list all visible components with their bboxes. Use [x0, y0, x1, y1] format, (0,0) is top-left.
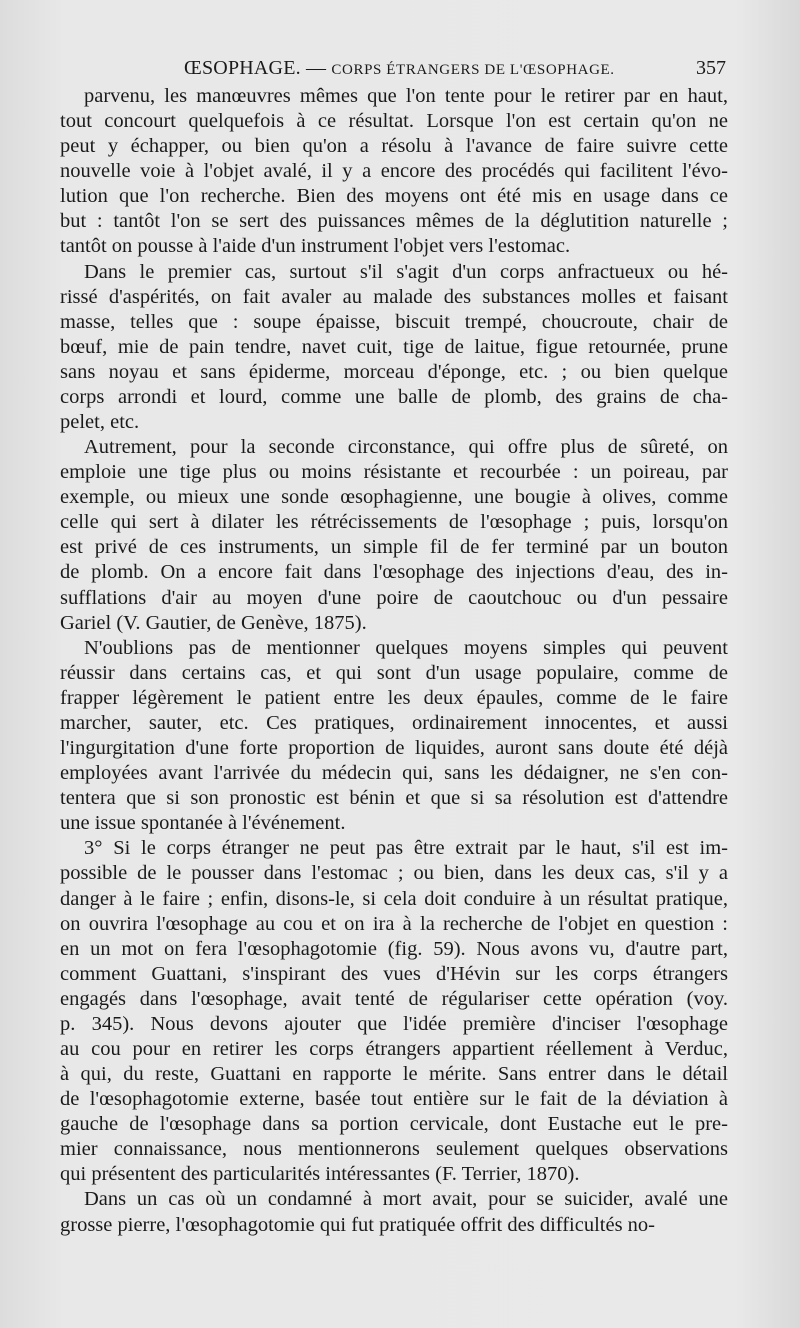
text-line: Dans le premier cas, surtout s'il s'agit d'un corps anfractueux ou hé- [84, 260, 728, 283]
text-line: qui présentent des particularités intéressantes (F. Terrier, 1870). [60, 1163, 580, 1186]
text-line: bœuf, mie de pain tendre, navet cuit, tige de laitue, figue retournée, prune [60, 335, 728, 358]
text-line: N'oublions pas de mentionner quelques moyens simples qui peuvent [84, 636, 728, 659]
text-line: marcher, sauter, etc. Ces pratiques, ordinairement innocentes, et aussi [60, 711, 728, 734]
text-line: p. 345). Nous devons ajouter que l'idée première d'inciser l'œsophage [60, 1012, 728, 1035]
text-line: Dans un cas où un condamné à mort avait, pour se suicider, avalé une [84, 1188, 728, 1211]
text-line: l'ingurgitation d'une forte proportion de liquides, auront sans doute été déjà [60, 737, 728, 760]
text-line: au cou pour en retirer les corps étrangers appartient réellement à Verduc, [60, 1037, 728, 1060]
text-line: mier connaissance, nous mentionnerons seulement quelques observations [60, 1138, 728, 1161]
text-line: Gariel (V. Gautier, de Genève, 1875). [60, 611, 367, 634]
text-line: on ouvrira l'œsophage au cou et on ira à la recherche de l'objet en question : [60, 912, 728, 935]
paragraph [60, 836, 728, 1187]
text-line: masse, telles que : soupe épaisse, biscuit trempé, choucroute, chair de [60, 310, 728, 333]
text-line: pelet, etc. [60, 411, 140, 434]
text-line: emploie une tige plus ou moins résistante et recourbée : un poireau, par [60, 461, 728, 484]
text-line: de l'œsophagotomie externe, basée tout entière sur le fait de la déviation à [60, 1088, 728, 1111]
body-text [60, 84, 728, 1238]
text-line: à qui, du reste, Guattani en rapporte le mérite. Sans entrer dans le détail [60, 1063, 728, 1086]
text-line: gauche de l'œsophage dans sa portion cervicale, dont Eustache eut le pre- [60, 1113, 728, 1136]
text-line: en un mot on fera l'œsophagotomie (fig. 59). Nous avons vu, d'autre part, [60, 937, 728, 960]
text-line: réussir dans certains cas, et qui sont d'un usage populaire, comme de [60, 661, 728, 684]
text-line: engagés dans l'œsophage, avait tenté de régulariser cette opération (voy. [60, 987, 728, 1010]
paragraph [60, 1187, 728, 1237]
text-line: comment Guattani, s'inspirant des vues d'Hévin sur les corps étrangers [60, 962, 728, 985]
paragraph [60, 84, 728, 260]
text-line: tout concourt quelquefois à ce résultat. Lorsque l'on est certain qu'on ne [60, 110, 728, 133]
text-line: une issue spontanée à l'événement. [60, 812, 346, 835]
paragraph [60, 435, 728, 636]
text-line: de plomb. On a encore fait dans l'œsophage des injections d'eau, des in- [60, 561, 728, 584]
text-line: exemple, ou mieux une sonde œsophagienne, une bougie à olives, comme [60, 486, 728, 509]
text-line: employées avant l'arrivée du médecin qui, sans les dédaigner, ne s'en con- [60, 762, 728, 785]
text-line: but : tantôt l'on se sert des puissances mêmes de la déglutition naturelle ; [60, 210, 728, 233]
running-title-sub: CORPS ÉTRANGERS DE L'ŒSOPHAGE. [331, 62, 615, 78]
running-title [184, 55, 615, 83]
text-line: sufflations d'air au moyen d'une poire de caoutchouc ou d'un pessaire [60, 586, 728, 609]
text-line: frapper légèrement le patient entre les deux épaules, comme de le faire [60, 686, 728, 709]
text-line: est privé de ces instruments, un simple fil de fer terminé par un bouton [60, 536, 728, 559]
text-line: parvenu, les manœuvres mêmes que l'on tente pour le retirer par en haut, [84, 85, 728, 107]
text-line: corps arrondi et lourd, comme une balle de plomb, des grains de cha- [60, 385, 728, 408]
text-line: tantôt on pousse à l'aide d'un instrument l'objet vers l'estomac. [60, 235, 571, 258]
page-number: 357 [696, 57, 726, 79]
running-title-main: ŒSOPHAGE. — [184, 57, 332, 79]
paragraph [60, 260, 728, 436]
text-line: nouvelle voie à l'objet avalé, il y a encore des procédés qui facilitent l'évo- [60, 160, 728, 183]
text-line: tentera que si son pronostic est bénin et que si sa résolution est d'attendre [60, 787, 728, 810]
text-line: sans noyau et sans épiderme, morceau d'éponge, etc. ; ou bien quelque [60, 360, 728, 383]
text-line: danger à le faire ; enfin, disons-le, si cela doit conduire à un résultat pratique, [60, 887, 728, 910]
text-line: rissé d'aspérités, on fait avaler au malade des substances molles et faisant [60, 285, 728, 308]
running-header [60, 55, 728, 81]
paragraph [60, 636, 728, 837]
text-line: lution que l'on recherche. Bien des moyens ont été mis en usage dans ce [60, 185, 728, 208]
text-line: celle qui sert à dilater les rétrécissements de l'œsophage ; puis, lorsqu'on [60, 511, 728, 534]
text-line: grosse pierre, l'œsophagotomie qui fut pratiquée offrit des difficultés no- [60, 1213, 656, 1236]
text-line: possible de le pousser dans l'estomac ; ou bien, dans les deux cas, s'il y a [60, 862, 728, 885]
text-line: peut y échapper, ou bien qu'on a résolu à l'avance de faire suivre cette [60, 135, 728, 158]
text-line: Autrement, pour la seconde circonstance, qui offre plus de sûreté, on [84, 436, 728, 459]
text-line: 3° Si le corps étranger ne peut pas être extrait par le haut, s'il est im- [84, 837, 728, 860]
